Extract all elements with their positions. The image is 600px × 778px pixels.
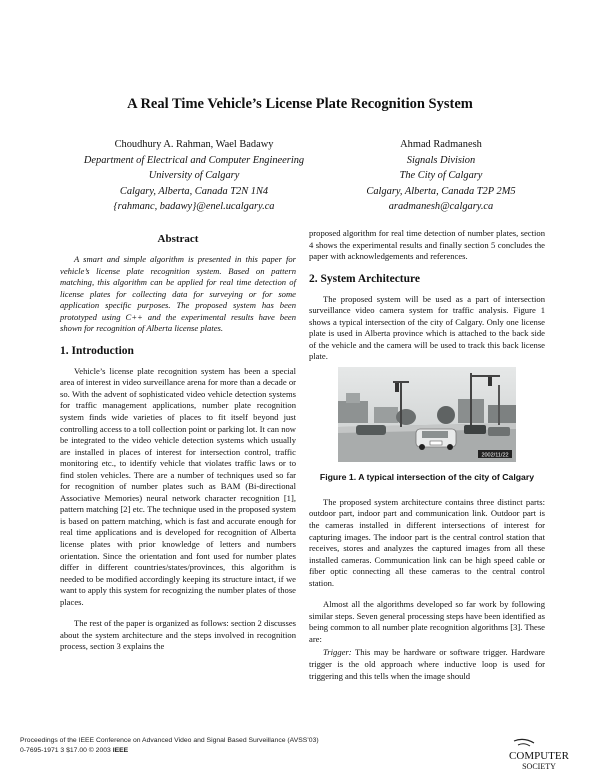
footer-proceedings: Proceedings of the IEEE Conference on Advanced Video and Signal Based Surveillance (AVSS’03): [20, 737, 319, 744]
author-names-right: Ahmad Radmanesh: [400, 139, 482, 150]
footer-ieee: IEEE: [112, 746, 129, 754]
author-names-left: Choudhury A. Rahman, Wael Badawy: [114, 139, 274, 150]
computer-society-logo: [508, 737, 570, 773]
photo-date-stamp: 2002/11/22: [481, 452, 509, 459]
computer-society-logo-icon: [508, 737, 570, 773]
footer-isbn: [20, 746, 440, 756]
section2-heading: 2. System Architecture: [309, 272, 421, 285]
department: Department of Electrical and Computer Engineering: [83, 154, 305, 166]
trigger-text: This may be hardware or software trigger. Hardware trigger is the old approach where inductive loop is used for triggering and this tells when the image should: [309, 647, 545, 681]
trigger-label: Trigger:: [323, 647, 352, 658]
figure-1-caption: Figure 1. A typical intersection of the city of Calgary: [319, 471, 535, 482]
footer: [20, 736, 440, 755]
authors-left: [60, 137, 328, 215]
figure-1-intersection-photo: [338, 367, 516, 462]
paper-title: A Real Time Vehicle’s License Plate Recognition System: [127, 96, 473, 112]
continuation-paragraph: proposed algorithm for real time detection of number plates, section 4 shows the experimental results and finally section 5 concludes the paper with acknowledgements and references.: [309, 228, 545, 262]
abstract-heading: Abstract: [157, 233, 199, 245]
logo-text-computer: COMPUTER: [509, 750, 569, 762]
left-column: [60, 228, 296, 663]
section2-paragraph-1: The proposed system will be used as a part of intersection surveillance video camera system for traffic analysis. Figure 1 shows a typical intersection of the city of Calgary. Only one license plate is used in Alberta province which is attached to the back side of the vehicle and the camera will be used to track this back license plate.: [309, 293, 545, 362]
section2-paragraph-3: Almost all the algorithms developed so far work by following similar steps. Seven general processing steps have been identified as being common to all number plate recognition algorithms [3]. These are:: [309, 599, 545, 644]
intro-paragraph-1: Vehicle’s license plate recognition system has been a special area of interest in video surveillance arena for more than a decade or so. With the advent of sophisticated video vehicle detection systems for traffic management applications, number plate recognition system finds wide varieties of places to fit itself beyond just controlling access to a toll collection point or parking lot. It can now be integrated to the video vehicle detection systems which usually are installed in places of interest for intersection control, traffic monitoring etc., to identify vehicle that violates traffic laws or to find stolen vehicles. There are a number of techniques used so far for recognition of number plates such as BAM (Bi-directional Associative Memories) neural network character recognition [1], pattern matching [2] etc. The technique used in the proposed system is based on pattern matching, which is fast and accurate enough for real time applications and is developed for recognition of Alberta license plates with prior knowledge of letters and numbers orientation. Since the orientation and font used for number plates differ in different countries/states/provinces, this algorithm is needed to be modified accordingly keeping its structure intact, if we want to apply this system for recognizing the number plates of those places.: [60, 365, 296, 607]
city-left: Calgary, Alberta, Canada T2N 1N4: [119, 185, 269, 197]
section2-paragraph-2: The proposed system architecture contains three distinct parts: outdoor part, indoor part and communication link. Outdoor part is the cameras installed in different intersections of interest for capturing images. The indoor part is the central control station that receives, stores and analyzes the captured images from all these installed cameras. Communication link can be high speed cable or fiber optic connecting all these cameras to the central control station.: [309, 496, 545, 588]
intersection-photo: [338, 367, 516, 462]
division: Signals Division: [406, 154, 476, 166]
email-left: {rahmanc, badawy}@enel.ucalgary.ca: [113, 201, 275, 212]
city-right: Calgary, Alberta, Canada T2P 2M5: [366, 185, 516, 197]
intro-heading: 1. Introduction: [60, 344, 134, 357]
footer-isbn-text: 0-7695-1971 3 $17.00 © 2003: [20, 746, 113, 754]
university: University of Calgary: [148, 170, 240, 181]
abstract-text: A smart and simple algorithm is presented in this paper for vehicle’s license plate recognition system. Based on pattern matching, this algorithm can be applied for real time detection of license plates for collecting data for surveying or for some application specific purposes. The proposed system has been prototyped using C++ and the experimental results have been shown for recognition of Alberta license plates.: [60, 254, 296, 334]
logo-text-society: SOCIETY: [522, 762, 556, 771]
intro-paragraph-2: The rest of the paper is organized as follows: section 2 discusses about the system architecture and the steps involved in recognition process, section 3 explains the: [60, 618, 296, 652]
trigger-paragraph: [309, 647, 545, 682]
email-right: aradmanesh@calgary.ca: [388, 201, 494, 212]
organization: The City of Calgary: [399, 170, 483, 181]
right-column: [309, 228, 545, 692]
authors-right: [336, 137, 546, 215]
